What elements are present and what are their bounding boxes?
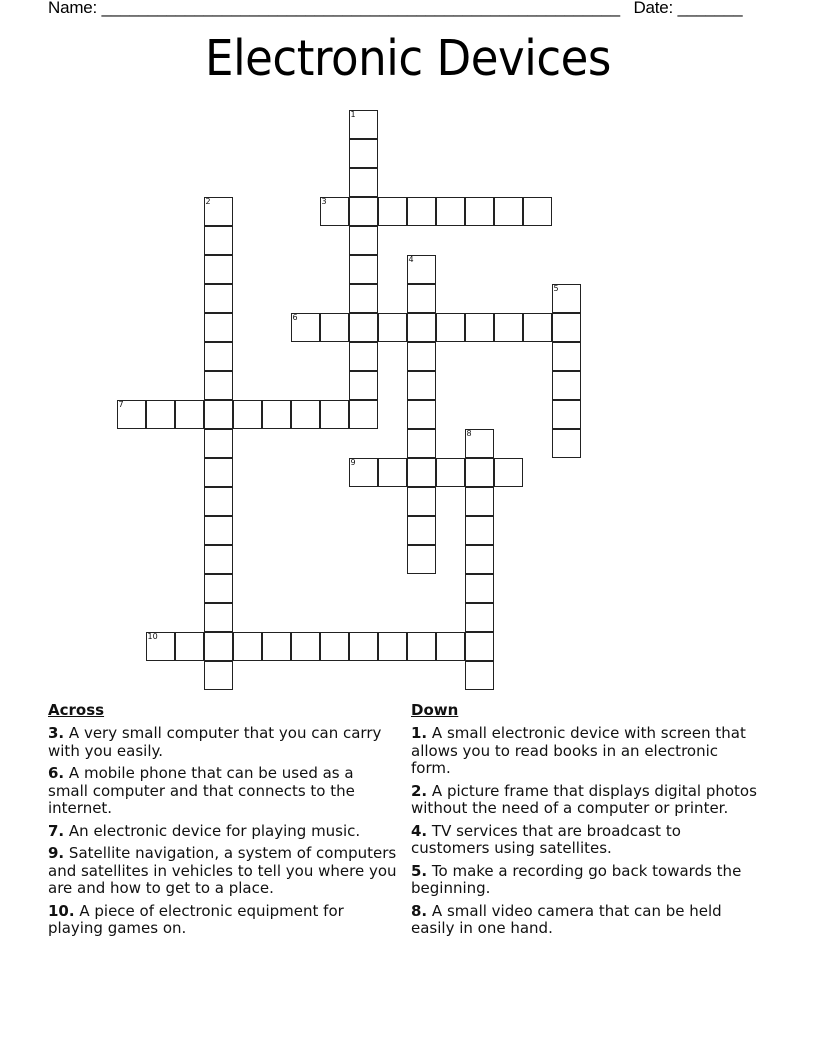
clue-text: An electronic device for playing music. [68, 821, 361, 840]
grid-cell[interactable] [175, 632, 204, 661]
grid-cell[interactable] [204, 487, 233, 516]
clue-down-8 [411, 903, 761, 938]
grid-cell[interactable] [349, 284, 378, 313]
grid-cell[interactable] [320, 400, 349, 429]
clue-text: A mobile phone that can be used as a small computer and that connects to the internet. [48, 764, 355, 817]
clue-down-4 [411, 823, 761, 858]
clue-text: A very small computer that you can carry with you easily. [48, 724, 382, 760]
grid-cell[interactable] [204, 371, 233, 400]
grid-cell[interactable] [349, 197, 378, 226]
grid-cell[interactable] [494, 458, 523, 487]
grid-cell[interactable] [465, 545, 494, 574]
grid-cell[interactable] [291, 400, 320, 429]
grid-cell[interactable] [233, 400, 262, 429]
cell-number: 8 [466, 428, 472, 438]
down-clues [411, 700, 761, 943]
grid-cell[interactable] [523, 313, 552, 342]
grid-cell[interactable] [465, 487, 494, 516]
grid-cell[interactable] [349, 255, 378, 284]
grid-cell[interactable] [465, 197, 494, 226]
clue-across-9 [48, 845, 398, 898]
grid-cell[interactable] [407, 197, 436, 226]
grid-cell[interactable] [204, 197, 233, 226]
grid-cell[interactable] [204, 255, 233, 284]
cell-number: 7 [118, 399, 124, 409]
clue-down-5 [411, 863, 761, 898]
grid-cell[interactable] [204, 516, 233, 545]
grid-cell[interactable] [407, 545, 436, 574]
grid-cell[interactable] [407, 284, 436, 313]
clue-number: 1. [411, 724, 428, 742]
clue-number: 8. [411, 901, 428, 920]
down-heading: Down [411, 701, 459, 719]
grid-cell[interactable] [204, 429, 233, 458]
clue-number: 4. [411, 821, 428, 840]
date-field[interactable]: _______ [677, 0, 743, 17]
grid-cell[interactable] [407, 342, 436, 371]
grid-cell[interactable] [436, 313, 465, 342]
cell-number: 6 [292, 312, 298, 322]
clue-text: Satellite navigation, a system of computers and satellites in vehicles to tell you where you are and how to get to a place. [48, 844, 397, 897]
grid-cell[interactable] [320, 632, 349, 661]
grid-cell[interactable] [436, 632, 465, 661]
grid-cell[interactable] [262, 632, 291, 661]
clue-text: To make a recording go back towards the beginning. [411, 861, 742, 897]
grid-cell[interactable] [436, 458, 465, 487]
grid-cell[interactable] [378, 197, 407, 226]
grid-cell[interactable] [146, 632, 175, 661]
across-heading: Across [48, 701, 105, 719]
grid-cell[interactable] [378, 458, 407, 487]
clue-number: 10. [48, 901, 75, 920]
grid-cell[interactable] [407, 487, 436, 516]
grid-cell[interactable] [552, 284, 581, 313]
grid-cell[interactable] [407, 429, 436, 458]
grid-cell[interactable] [349, 400, 378, 429]
grid-cell[interactable] [465, 661, 494, 690]
clue-number: 6. [48, 764, 65, 782]
grid-cell[interactable] [320, 197, 349, 226]
grid-cell[interactable] [552, 400, 581, 429]
grid-cell[interactable] [465, 574, 494, 603]
cell-number: 3 [321, 196, 327, 206]
clue-number: 2. [411, 781, 428, 800]
grid-cell[interactable] [349, 342, 378, 371]
grid-cell[interactable] [204, 661, 233, 690]
grid-cell[interactable] [407, 371, 436, 400]
grid-cell[interactable] [117, 400, 146, 429]
grid-cell[interactable] [494, 197, 523, 226]
grid-cell[interactable] [465, 429, 494, 458]
grid-cell[interactable] [349, 371, 378, 400]
clue-across-6 [48, 765, 398, 818]
grid-cell[interactable] [407, 313, 436, 342]
grid-cell[interactable] [465, 603, 494, 632]
clue-text: A piece of electronic equipment for playing games on. [48, 901, 344, 937]
clue-across-10 [48, 903, 398, 938]
grid-cell[interactable] [378, 632, 407, 661]
clue-across-3 [48, 725, 398, 760]
grid-cell[interactable] [204, 545, 233, 574]
grid-cell[interactable] [262, 400, 291, 429]
grid-cell[interactable] [204, 226, 233, 255]
grid-cell[interactable] [349, 458, 378, 487]
grid-cell[interactable] [465, 458, 494, 487]
grid-cell[interactable] [552, 371, 581, 400]
grid-cell[interactable] [204, 603, 233, 632]
clue-across-7 [48, 823, 398, 841]
date-label: Date: [633, 0, 674, 17]
grid-cell[interactable] [552, 342, 581, 371]
grid-cell[interactable] [349, 226, 378, 255]
grid-cell[interactable] [146, 400, 175, 429]
grid-cell[interactable] [204, 342, 233, 371]
name-field[interactable]: ________________________________________________________ [101, 0, 620, 17]
grid-cell[interactable] [494, 313, 523, 342]
grid-cell[interactable] [552, 429, 581, 458]
grid-cell[interactable] [349, 139, 378, 168]
grid-cell[interactable] [378, 313, 407, 342]
grid-cell[interactable] [407, 255, 436, 284]
cell-number: 4 [408, 254, 414, 264]
grid-cell[interactable] [349, 110, 378, 139]
grid-cell[interactable] [407, 458, 436, 487]
grid-cell[interactable] [407, 516, 436, 545]
grid-cell[interactable] [320, 313, 349, 342]
grid-cell[interactable] [204, 458, 233, 487]
grid-cell[interactable] [407, 632, 436, 661]
clue-number: 9. [48, 844, 65, 862]
cell-number: 9 [350, 457, 356, 467]
grid-cell[interactable] [436, 197, 465, 226]
grid-cell[interactable] [204, 313, 233, 342]
clue-down-2 [411, 783, 761, 818]
grid-cell[interactable] [233, 632, 262, 661]
grid-cell[interactable] [291, 632, 320, 661]
grid-cell[interactable] [204, 284, 233, 313]
grid-cell[interactable] [465, 632, 494, 661]
grid-cell[interactable] [349, 632, 378, 661]
clue-down-1 [411, 725, 761, 778]
clue-text: A small video camera that can be held easily in one hand. [411, 901, 722, 937]
cell-number: 1 [350, 109, 356, 119]
clue-text: TV services that are broadcast to customers using satellites. [411, 821, 681, 857]
cell-number: 5 [553, 283, 559, 293]
page-title: Electronic Devices [205, 30, 611, 87]
grid-cell[interactable] [465, 313, 494, 342]
clue-number: 7. [48, 821, 65, 840]
name-label: Name: [48, 0, 98, 17]
grid-cell[interactable] [175, 400, 204, 429]
clue-number: 5. [411, 861, 428, 880]
clue-text: A small electronic device with screen that allows you to read books in an electronic form. [411, 724, 746, 777]
across-clues [48, 700, 398, 943]
name-date-header [48, 0, 748, 18]
grid-cell[interactable] [291, 313, 320, 342]
grid-cell[interactable] [523, 197, 552, 226]
cell-number: 10 [147, 631, 158, 641]
clue-number: 3. [48, 724, 65, 742]
clue-text: A picture frame that displays digital photos without the need of a computer or printer. [411, 781, 757, 817]
grid-cell[interactable] [407, 400, 436, 429]
grid-cell[interactable] [204, 400, 233, 429]
grid-cell[interactable] [204, 632, 233, 661]
cell-number: 2 [205, 196, 211, 206]
grid-cell[interactable] [349, 313, 378, 342]
grid-cell[interactable] [465, 516, 494, 545]
grid-cell[interactable] [204, 574, 233, 603]
grid-cell[interactable] [349, 168, 378, 197]
grid-cell[interactable] [552, 313, 581, 342]
